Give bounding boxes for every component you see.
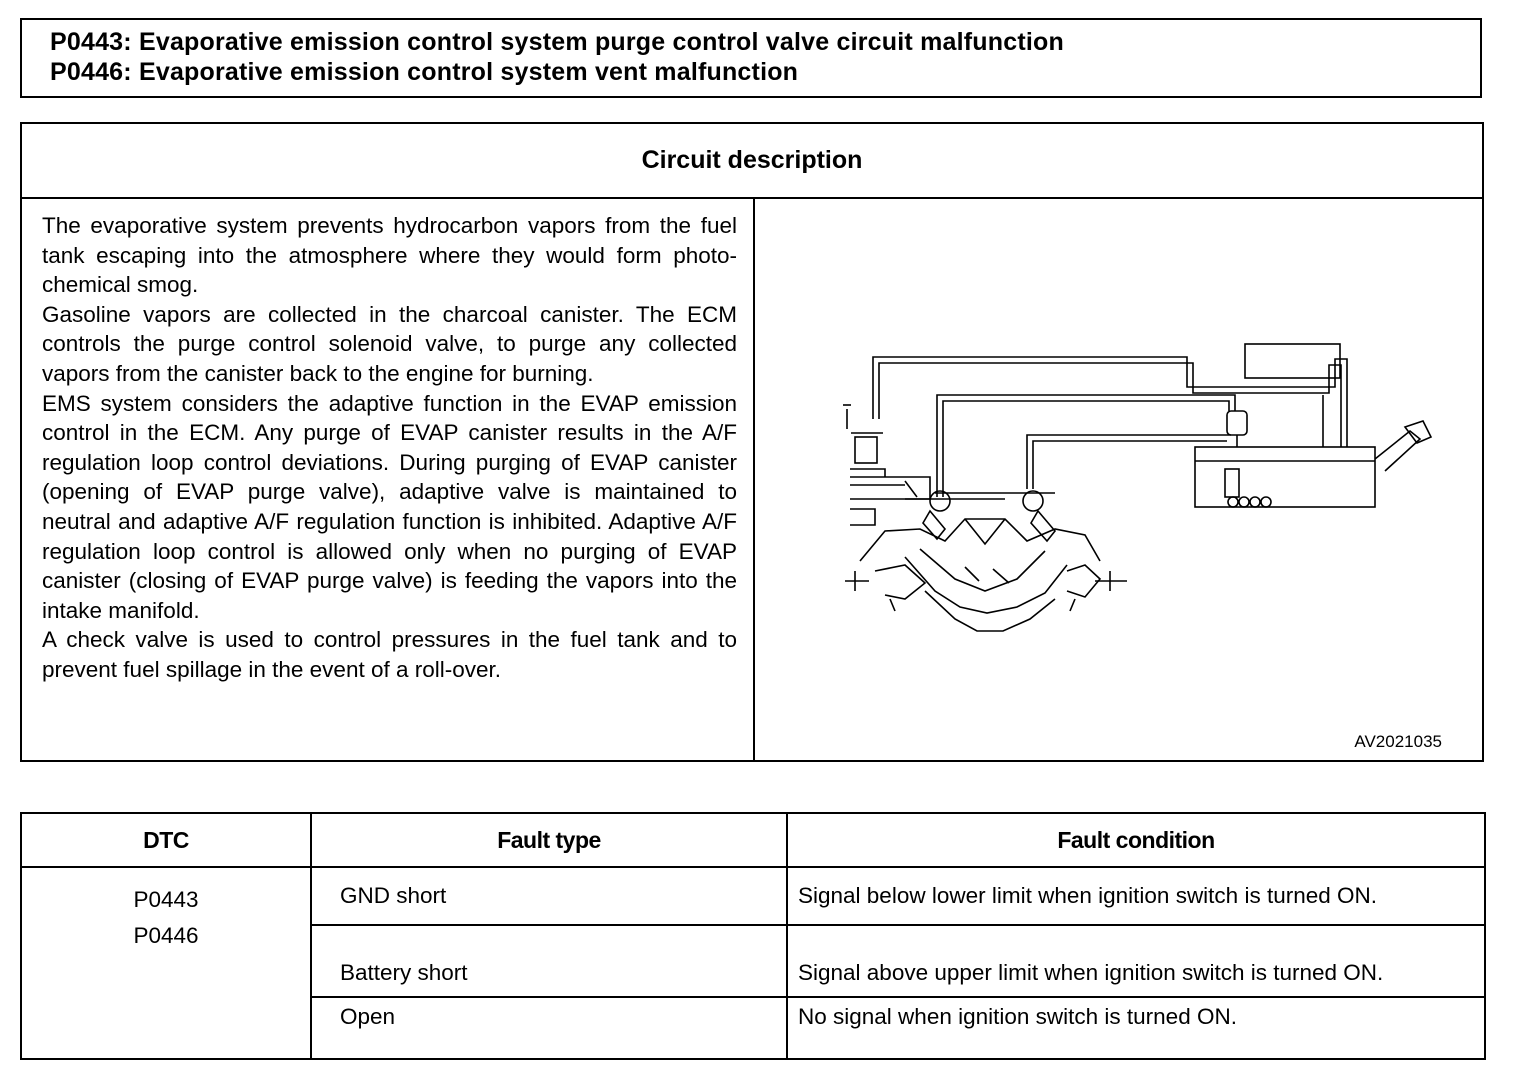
header-fault-condition: Fault condition xyxy=(787,813,1485,867)
circuit-description-box xyxy=(20,122,1484,762)
dtc-fault-table xyxy=(20,812,1486,1060)
figure-code: AV2021035 xyxy=(1354,732,1442,751)
circuit-paragraph: EMS system considers the adaptive function in the EVAP emission control in the ECM. Any purge of EVAP canister results in the A/F regulation loop control deviations. During purging of EVAP canister (opening of EVAP purge valve), adaptive valve is maintained to neutral and adaptive A/F regulation function is inhibited. Adaptive A/F regulation loop control is allowed only when no purging of EVAP canister (closing of EVAP purge valve) is feeding the vapors into the intake manifold. xyxy=(42,390,737,623)
dtc-title-box xyxy=(20,18,1482,98)
title-line-p0446: P0446: Evaporative emission control system vent malfunction xyxy=(50,58,799,86)
fault-condition-cell: Signal above upper limit when ignition switch is turned ON. xyxy=(787,925,1485,997)
dtc-code: P0443 xyxy=(133,887,199,912)
title-line-p0443: P0443: Evaporative emission control system purge control valve circuit malfunction xyxy=(50,28,1064,56)
header-fault-type: Fault type xyxy=(311,813,787,867)
fault-type-cell: GND short xyxy=(311,867,787,925)
fault-type-cell: Open xyxy=(311,997,787,1059)
evap-diagram-svg xyxy=(755,199,1482,760)
header-dtc: DTC xyxy=(21,813,311,867)
dtc-code: P0446 xyxy=(133,923,199,948)
evap-system-diagram xyxy=(755,199,1482,760)
circuit-paragraph: A check valve is used to control pressures in the fuel tank and to prevent fuel spillage in the event of a roll-over. xyxy=(42,627,737,682)
circuit-paragraph: The evaporative system prevents hydrocarbon vapors from the fuel tank escaping into the atmosphere where they would form photo-chemical smog. xyxy=(42,213,737,298)
fuel-tank-shape xyxy=(1195,447,1375,507)
dtc-code-cell xyxy=(21,867,311,1059)
fault-type-cell: Battery short xyxy=(311,925,787,997)
circuit-description-text xyxy=(42,211,737,685)
circuit-description-header xyxy=(22,124,1482,199)
table-row xyxy=(21,867,1485,925)
fault-condition-cell: No signal when ignition switch is turned ON. xyxy=(787,997,1485,1059)
circuit-paragraph: Gasoline vapors are collected in the charcoal canister. The ECM controls the purge control solenoid valve, to purge any collected vapors from the canister back to the engine for burning. xyxy=(42,301,737,386)
fault-condition-cell: Signal below lower limit when ignition switch is turned ON. xyxy=(787,867,1485,925)
circuit-description-title: Circuit description xyxy=(641,146,863,174)
table-header-row xyxy=(21,813,1485,867)
vent-valve-shape xyxy=(1227,411,1247,435)
charcoal-canister-shape xyxy=(1245,344,1340,378)
